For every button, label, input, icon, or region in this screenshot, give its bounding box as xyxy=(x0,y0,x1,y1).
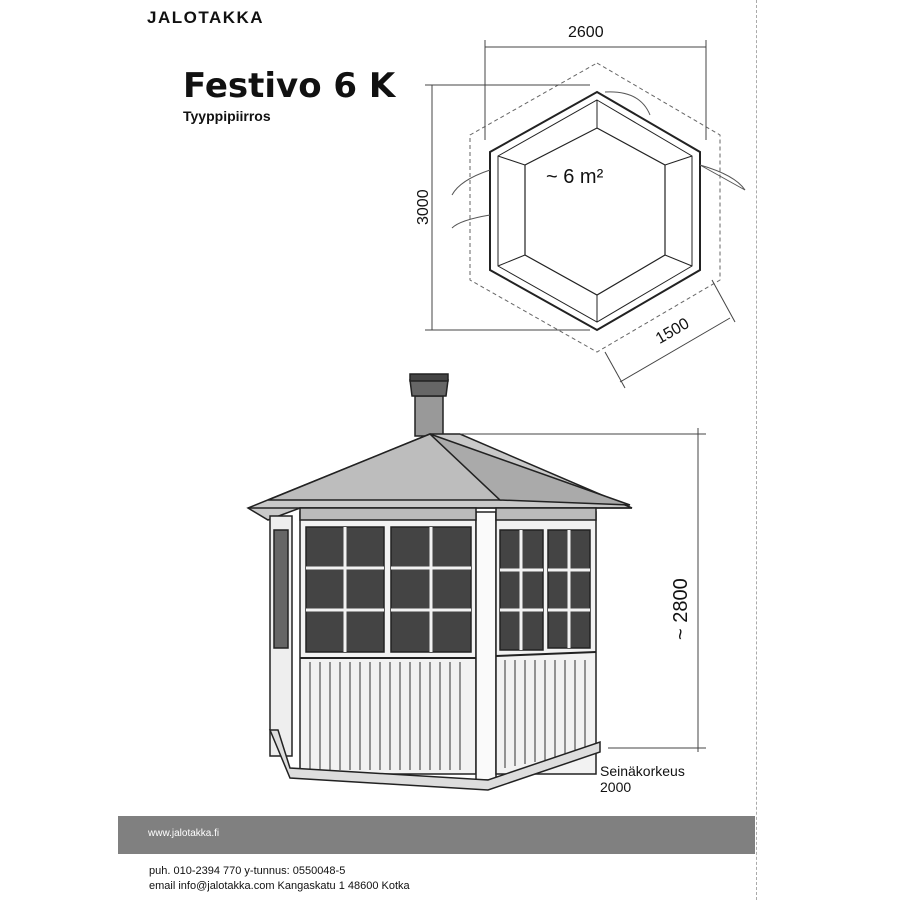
wall-height-caption: Seinäkorkeus xyxy=(600,763,685,779)
page-edge-line xyxy=(756,0,757,900)
contact-line-2: email info@jalotakka.com Kangaskatu 1 48600 Kotka xyxy=(149,880,410,892)
page-subtitle: Tyyppipiirros xyxy=(183,108,271,124)
floor-plan xyxy=(425,40,745,388)
brand-logo: JALOTAKKA xyxy=(147,8,265,27)
plan-area-label: ~ 6 m² xyxy=(546,166,604,188)
elevation-view xyxy=(248,374,706,790)
footer-bar xyxy=(118,816,755,854)
plan-side-label: 1500 xyxy=(653,315,693,348)
contact-info xyxy=(149,864,410,894)
page-title: Festivo 6 K xyxy=(183,66,396,106)
contact-line-1: puh. 010-2394 770 y-tunnus: 0550048-5 xyxy=(149,865,346,877)
wall-height-note xyxy=(600,763,685,795)
website-link[interactable]: www.jalotakka.fi xyxy=(148,828,220,839)
wall-height-value: 2000 xyxy=(600,779,632,795)
plan-width-label: 2600 xyxy=(568,24,604,41)
elevation-height-label: ~ 2800 xyxy=(670,578,692,640)
plan-depth-label: 3000 xyxy=(415,189,432,225)
